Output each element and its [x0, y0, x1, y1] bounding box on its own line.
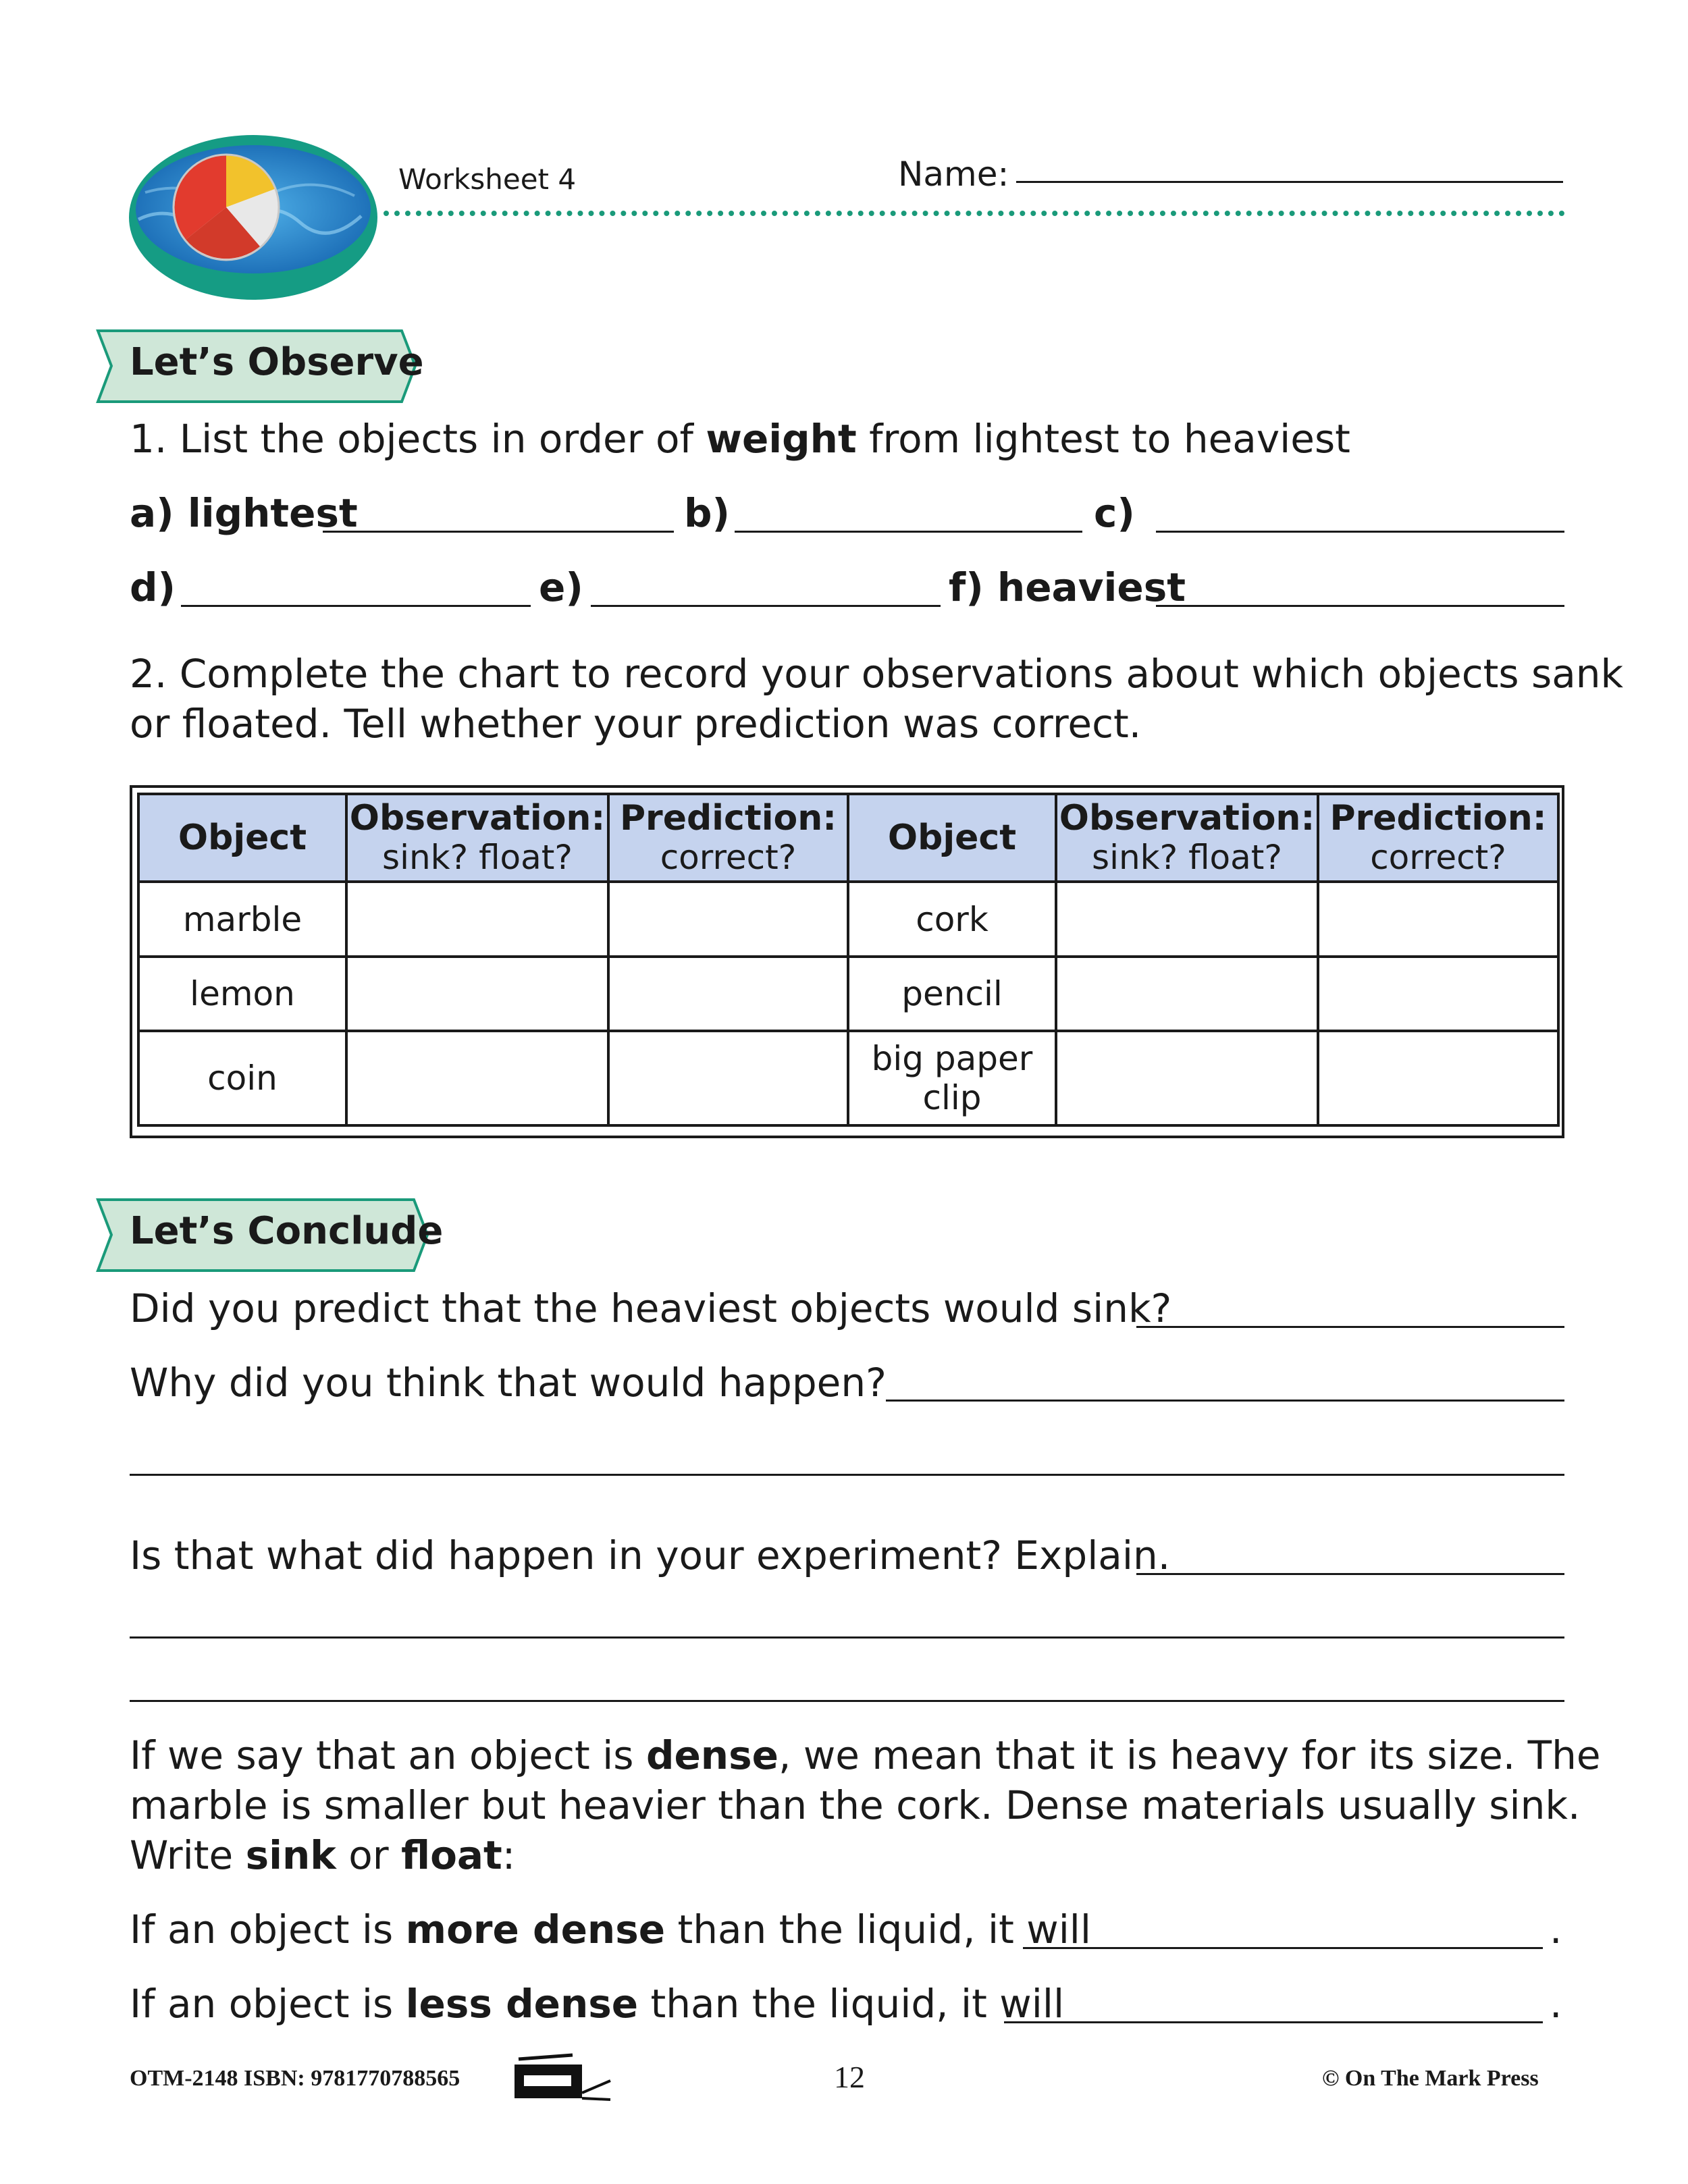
question-less-dense [130, 1979, 1064, 2028]
answer-line-happen-2[interactable] [130, 1636, 1564, 1639]
page-number: 12 [834, 2060, 865, 2094]
dense-l3-sink: sink [245, 1832, 336, 1878]
header-prediction-left-sub: correct? [660, 838, 797, 877]
q1-number: 1. [130, 416, 167, 462]
chart-header-row [138, 794, 1558, 882]
cell-observation[interactable] [1056, 882, 1318, 957]
header-object-right-label: Object [887, 818, 1017, 858]
footer-copyright: © On The Mark Press [1322, 2066, 1539, 2091]
table-row [138, 957, 1558, 1031]
less-dense-pre: If an object is [130, 1981, 406, 2027]
more-dense-bold: more dense [405, 1907, 666, 1952]
header-observation-right-sub: sink? float? [1092, 838, 1282, 877]
dense-l3-float: float [401, 1832, 502, 1878]
label-b: b) [684, 490, 731, 536]
cell-object-line-1: big paper [871, 1039, 1033, 1078]
more-dense-post: than the liquid, it will [665, 1907, 1092, 1952]
q1-text-bold: weight [706, 416, 857, 462]
header-prediction-left [608, 794, 848, 882]
dense-l1-post: , we mean that it is heavy for its size. The [778, 1732, 1601, 1778]
answer-line-less-dense[interactable] [1004, 2021, 1543, 2023]
cell-object-line-2: clip [922, 1078, 982, 1117]
header-prediction-right-label: Prediction: [1329, 798, 1547, 838]
cell-object [848, 1031, 1056, 1125]
header-observation-left-sub: sink? float? [382, 838, 573, 877]
answer-line-f[interactable] [1156, 605, 1564, 607]
cell-observation[interactable] [346, 1031, 608, 1125]
question-1 [130, 415, 1350, 463]
q1-text-post: from lightest to heaviest [856, 416, 1350, 462]
lets-observe-title: Let’s Observe [130, 340, 424, 384]
dense-l3-mid: or [336, 1832, 402, 1878]
answer-line-b[interactable] [735, 531, 1082, 533]
more-dense-period: . [1550, 1907, 1562, 1952]
header-observation-right-label: Observation: [1059, 798, 1315, 838]
question-2-line-1: 2. Complete the chart to record your observations about which objects sank [130, 651, 1624, 697]
question-why: Why did you think that would happen? [130, 1360, 887, 1406]
header-object-left [138, 794, 346, 882]
header-observation-left-label: Observation: [349, 798, 606, 838]
cell-prediction[interactable] [1318, 882, 1558, 957]
worksheet-label: Worksheet 4 [398, 163, 577, 196]
header-object-right [848, 794, 1056, 882]
dense-paragraph-line-3 [130, 1831, 515, 1880]
cell-prediction[interactable] [1318, 1031, 1558, 1125]
cell-prediction[interactable] [608, 882, 848, 957]
lets-conclude-title: Let’s Conclude [130, 1209, 444, 1253]
header-prediction-left-label: Prediction: [619, 798, 837, 838]
cell-observation[interactable] [1056, 1031, 1318, 1125]
header-prediction-right [1318, 794, 1558, 882]
more-dense-pre: If an object is [130, 1907, 406, 1952]
question-happen: Is that what did happen in your experiment? Explain. [130, 1533, 1171, 1578]
header-prediction-right-sub: correct? [1370, 838, 1506, 877]
answer-line-why-1[interactable] [886, 1400, 1564, 1402]
observation-chart [137, 793, 1560, 1127]
answer-line-a[interactable] [323, 531, 674, 533]
dense-l1-bold: dense [645, 1732, 779, 1778]
cell-observation[interactable] [1056, 957, 1318, 1031]
answer-line-e[interactable] [591, 605, 941, 607]
label-c: c) [1094, 490, 1135, 536]
less-dense-bold: less dense [405, 1981, 639, 2027]
name-line[interactable] [1016, 181, 1563, 183]
cell-observation[interactable] [346, 957, 608, 1031]
label-f-heaviest: f) heaviest [949, 564, 1186, 610]
dense-l3-post: : [502, 1832, 516, 1878]
header-object-left-label: Object [178, 818, 307, 858]
less-dense-period: . [1550, 1981, 1562, 2027]
cell-object: marble [138, 882, 346, 957]
question-predict: Did you predict that the heaviest objects would sink? [130, 1285, 1172, 1331]
dense-l1-pre: If we say that an object is [130, 1732, 646, 1778]
dense-l3-pre: Write [130, 1832, 246, 1878]
table-row [138, 1031, 1558, 1125]
cell-prediction[interactable] [1318, 957, 1558, 1031]
label-a-lightest: a) lightest [130, 490, 358, 536]
header-observation-right [1056, 794, 1318, 882]
cell-object: coin [138, 1031, 346, 1125]
question-2-line-2: or floated. Tell whether your prediction was correct. [130, 701, 1142, 747]
cell-prediction[interactable] [608, 1031, 848, 1125]
answer-line-c[interactable] [1156, 531, 1564, 533]
cell-object: lemon [138, 957, 346, 1031]
cell-prediction[interactable] [608, 957, 848, 1031]
less-dense-post: than the liquid, it will [638, 1981, 1065, 2027]
name-label: Name: [898, 155, 1009, 194]
table-row [138, 882, 1558, 957]
question-more-dense [130, 1905, 1091, 1954]
beach-ball-pool-logo [125, 132, 381, 304]
answer-line-happen-1[interactable] [1136, 1573, 1564, 1575]
dense-paragraph-line-2: marble is smaller but heavier than the cork. Dense materials usually sink. [130, 1782, 1581, 1828]
answer-line-happen-3[interactable] [130, 1700, 1564, 1702]
label-d: d) [130, 564, 176, 610]
cell-object: cork [848, 882, 1056, 957]
projector-icon [512, 2052, 613, 2101]
header-dotted-divider [384, 211, 1565, 216]
cell-object: pencil [848, 957, 1056, 1031]
q1-text-pre: List the objects in order of [179, 416, 706, 462]
header-observation-left [346, 794, 608, 882]
answer-line-why-2[interactable] [130, 1474, 1564, 1476]
answer-line-more-dense[interactable] [1023, 1947, 1543, 1949]
dense-paragraph-line-1 [130, 1731, 1601, 1780]
answer-line-d[interactable] [181, 605, 531, 607]
answer-line-predict[interactable] [1136, 1326, 1564, 1328]
label-e: e) [539, 564, 583, 610]
footer-code-isbn: OTM-2148 ISBN: 9781770788565 [130, 2066, 460, 2091]
cell-observation[interactable] [346, 882, 608, 957]
